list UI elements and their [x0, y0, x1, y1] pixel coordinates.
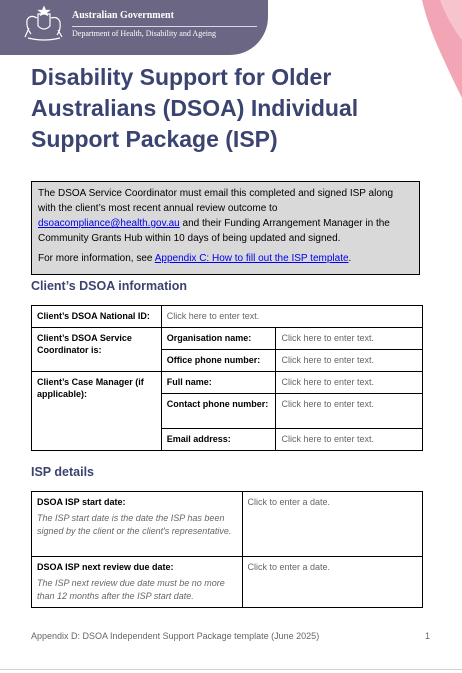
instruction-text-start: The DSOA Service Coordinator must email this completed and signed ISP along with the client’s most recent annual review outcome to — [38, 188, 393, 214]
page-title: Disability Support for Older Australians (DSOA) Individual Support Package (ISP) — [31, 64, 359, 152]
office-phone-field[interactable]: Click here to enter text. — [276, 350, 423, 372]
table-row — [32, 372, 423, 394]
table-row — [32, 328, 423, 350]
isp-details-table — [31, 491, 423, 608]
review-date-cell — [32, 557, 243, 608]
full-name-field[interactable]: Click here to enter text. — [276, 372, 423, 394]
more-info-prefix: For more information, see — [38, 253, 155, 264]
client-info-table — [31, 305, 423, 451]
table-row — [32, 557, 423, 608]
more-info-suffix: . — [348, 253, 352, 264]
start-date-field[interactable]: Click to enter a date. — [242, 492, 423, 557]
case-manager-label: Client’s Case Manager (if applicable): — [32, 372, 162, 451]
start-date-label: DSOA ISP start date: — [37, 497, 126, 507]
full-name-label: Full name: — [161, 372, 276, 394]
contact-phone-field[interactable]: Click here to enter text. — [276, 394, 423, 429]
office-phone-label: Office phone number: — [161, 350, 276, 372]
compliance-email-link[interactable]: dsoacompliance@health.gov.au — [38, 218, 180, 229]
email-address-field[interactable]: Click here to enter text. — [276, 429, 423, 451]
review-date-field[interactable]: Click to enter a date. — [242, 557, 423, 608]
national-id-label: Client’s DSOA National ID: — [32, 306, 162, 328]
department-name: Department of Health, Disability and Ageing — [72, 26, 257, 38]
client-info-heading: Client’s DSOA information — [31, 279, 188, 293]
start-date-note: The ISP start date is the date the ISP has been signed by the client or the client's representative. — [37, 513, 232, 536]
organisation-name-label: Organisation name: — [161, 328, 276, 350]
instruction-box — [31, 181, 420, 275]
email-address-label: Email address: — [161, 429, 276, 451]
appendix-c-link[interactable]: Appendix C: How to fill out the ISP template — [154, 253, 349, 264]
coat-of-arms-icon — [22, 4, 66, 42]
table-row — [32, 306, 423, 328]
isp-details-heading: ISP details — [31, 465, 94, 479]
instruction-text-end: and their Funding Arrangement Manager in the Community Grants Hub within 10 days of being updated and signed. — [38, 218, 390, 244]
page-bottom-divider — [0, 669, 462, 670]
start-date-cell — [32, 492, 243, 557]
government-name: Australian Government — [72, 10, 174, 21]
service-coordinator-label: Client’s DSOA Service Coordinator is: — [32, 328, 162, 372]
instruction-text — [38, 186, 413, 246]
organisation-name-field[interactable]: Click here to enter text. — [276, 328, 423, 350]
page-footer: Appendix D: DSOA Independent Support Package template (June 2025) — [31, 631, 320, 641]
review-date-label: DSOA ISP next review due date: — [37, 562, 174, 572]
review-date-note: The ISP next review due date must be no more than 12 months after the ISP start date. — [37, 578, 225, 601]
government-banner — [0, 0, 268, 55]
page-number: 1 — [425, 631, 431, 641]
national-id-field[interactable]: Click here to enter text. — [161, 306, 422, 328]
table-row — [32, 492, 423, 557]
contact-phone-label: Contact phone number: — [161, 394, 276, 429]
more-info-text — [38, 251, 413, 266]
